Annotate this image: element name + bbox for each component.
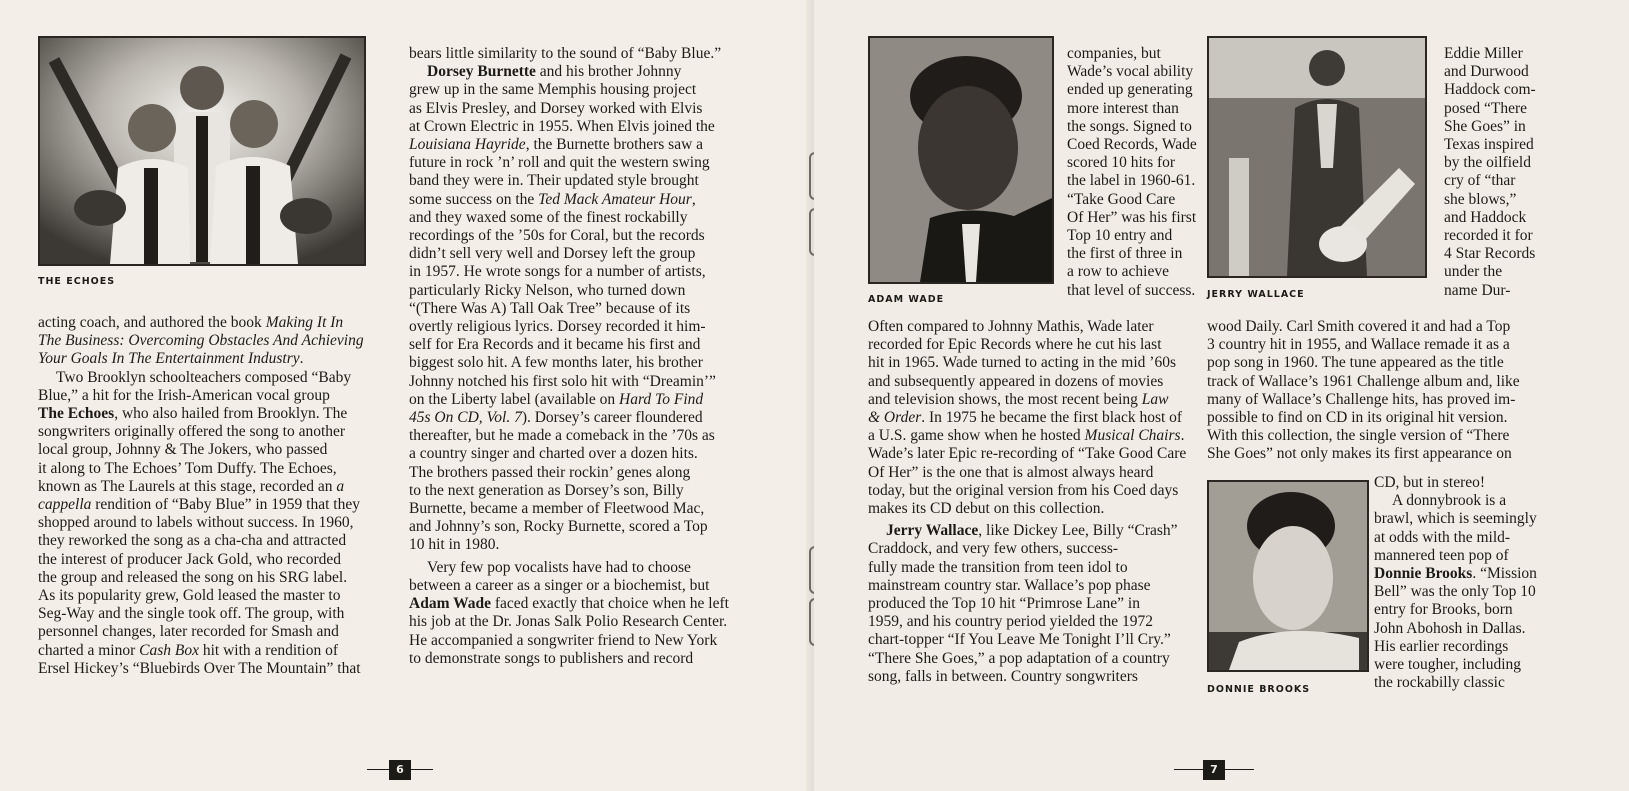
page-6: [0, 0, 814, 791]
page-number-7: 7: [1203, 760, 1225, 780]
caption-donnie-brooks: DONNIE BROOKS: [1207, 684, 1311, 695]
column-1: [38, 314, 383, 678]
caption-adam-wade: ADAM WADE: [868, 294, 945, 305]
photo-donnie-brooks: [1207, 480, 1369, 672]
column-3-side-text: companies, but Wade’s vocal ability ended up generating more interest than the songs. Signed to Coed Records, Wade scored 10 hits for the label in 1960-61. “Take Good Care Of Her” was his first Top 10 entry and the first of three in a row to achieve that level of success.: [1067, 45, 1197, 299]
jerry-wallace-photo-image: [1209, 38, 1425, 276]
paragraph-the-echoes: Two Brooklyn schoolteachers composed “Baby Blue,” a hit for the Irish-American vocal group The Echoes, who also hailed from Brooklyn. The songwriters originally offered the song to another local group, Johnny & The Jokers, who passed it along to The Echoes’ Tom Duffy. The Echoes, known as The Laurels at this stage, recorded an a cappella rendition of “Baby Blue” in 1959 that they shopped around to labels without success. In 1960, they reworked the song as a cha-cha and attracted the interest of producer Jack Gold, who recorded the group and released the song on his SRG label. As its popularity grew, Gold leased the master to Seg-Way and the single took off. The group, with personnel changes, later recorded for Smash and charted a minor Cash Box hit with a rendition of Ersel Hickey’s “Bluebirds Over The Mountain” that: [38, 368, 361, 677]
paragraph-dorsey-burnette: Dorsey Burnette and his brother Johnny grew up in the same Memphis housing project as Elvis Presley, and Dorsey worked with Elvis at Crown Electric in 1955. When Elvis joined the Louisiana Hayride, the Burnette brothers saw a future in rock ’n’ roll and quit the western swing band they were in. Their updated style brought some success on the Ted Mack Amateur Hour, and they waxed some of the finest rockabilly recordings of the ’50s for Coral, but the records didn’t sell very well and Dorsey left the group in 1957. He wrote songs for a number of artists, particularly Ricky Nelson, who turned down “(There Was A) Tall Oak Tree” because of its overtly religious lyrics. Dorsey recorded it him- self for Era Records and it became his first and biggest solo hit. A few months later, his brother Johnny notched his first solo hit with “Dreamin’” on the Liberty label (available on Hard To Find 45s On CD, Vol. 7). Dorsey’s career floundered thereafter, but he made a comeback in the ’70s as a country singer and charted over a dozen hits. The brothers passed their rockin’ genes along to the next generation as Dorsey’s son, Billy Burnette, became a member of Fleetwood Mac, and Johnny’s son, Rocky Burnette, scored a Top 10 hit in 1980.: [409, 63, 716, 554]
column-3: [868, 318, 1223, 686]
column-4-brooks-text: CD, but in stereo! A donnybrook is a brawl, which is seemingly at odds with the mild- mannered teen pop of Donnie Brooks. “Mission Bell” was the only Top 10 entry for Brooks, born John Abohosh in Dallas. His earlier recordings were tougher, including the rockabilly classic: [1374, 474, 1537, 692]
column-4: wood Daily. Carl Smith covered it and had a Top 3 country hit in 1955, and Wallace remade it as a pop song in 1960. The tune appeared as the title track of Wallace’s 1961 Challenge album and, like many of Wallace’s Challenge hits, has proved im- possible to find on CD in its original hit version. With this collection, the single version of “There She Goes” not only makes its first appearance on: [1207, 318, 1520, 463]
caption-the-echoes: THE ECHOES: [38, 276, 116, 287]
donnie-brooks-photo-image: [1209, 482, 1367, 670]
adam-wade-photo-image: [870, 38, 1052, 282]
photo-the-echoes: [38, 36, 366, 266]
echoes-photo-image: [40, 38, 364, 264]
paragraph-jerry-wallace: Jerry Wallace, like Dickey Lee, Billy “Crash” Craddock, and very few others, success- fully made the transition from teen idol to mainstream country star. Wallace’s pop phase produced the Top 10 hit “Primrose Lane” in 1959, and his country period yielded the 1972 chart-topper “If You Leave Me Tonight I’ll Cry.” “There She Goes,” a pop adaptation of a country song, falls in between. Country songwriters: [868, 522, 1178, 685]
paragraph-adam-wade-intro: Very few pop vocalists have had to choose between a career as a singer or a biochemist, but Adam Wade faced exactly that choice when he left his job at the Dr. Jonas Salk Polio Research Center. He accompanied a songwriter friend to New York to demonstrate songs to publishers and record: [409, 558, 729, 667]
page-7: [814, 0, 1629, 791]
column-2: [409, 45, 769, 668]
photo-jerry-wallace: [1207, 36, 1427, 278]
column-4-side-text: Eddie Miller and Durwood Haddock com- posed “There She Goes” in Texas inspired by the oilfield cry of “thar she blows,” and Haddock recorded it for 4 Star Records under the name Dur-: [1444, 45, 1536, 299]
caption-jerry-wallace: JERRY WALLACE: [1207, 289, 1305, 300]
paragraph-bio-end: acting coach, and authored the book Making It In The Business: Overcoming Obstacles And Achieving Your Goals In The Entertainment Industry.: [38, 314, 364, 368]
paragraph-echoes-end: bears little similarity to the sound of “Baby Blue.”: [409, 45, 722, 62]
page-number-6: 6: [389, 760, 411, 780]
paragraph-adam-wade-cont: Often compared to Johnny Mathis, Wade later recorded for Epic Records where he cut his last hit in 1965. Wade turned to acting in the mid ’60s and subsequently appeared in dozens of movies and television shows, the most recent being Law & Order. In 1975 he became the first black host of a U.S. game show when he hosted Musical Chairs. Wade’s later Epic re-recording of “Take Good Care Of Her” is the one that is almost always heard today, but the original version from his Coed days makes its CD debut on this collection.: [868, 318, 1187, 518]
photo-adam-wade: [868, 36, 1054, 284]
